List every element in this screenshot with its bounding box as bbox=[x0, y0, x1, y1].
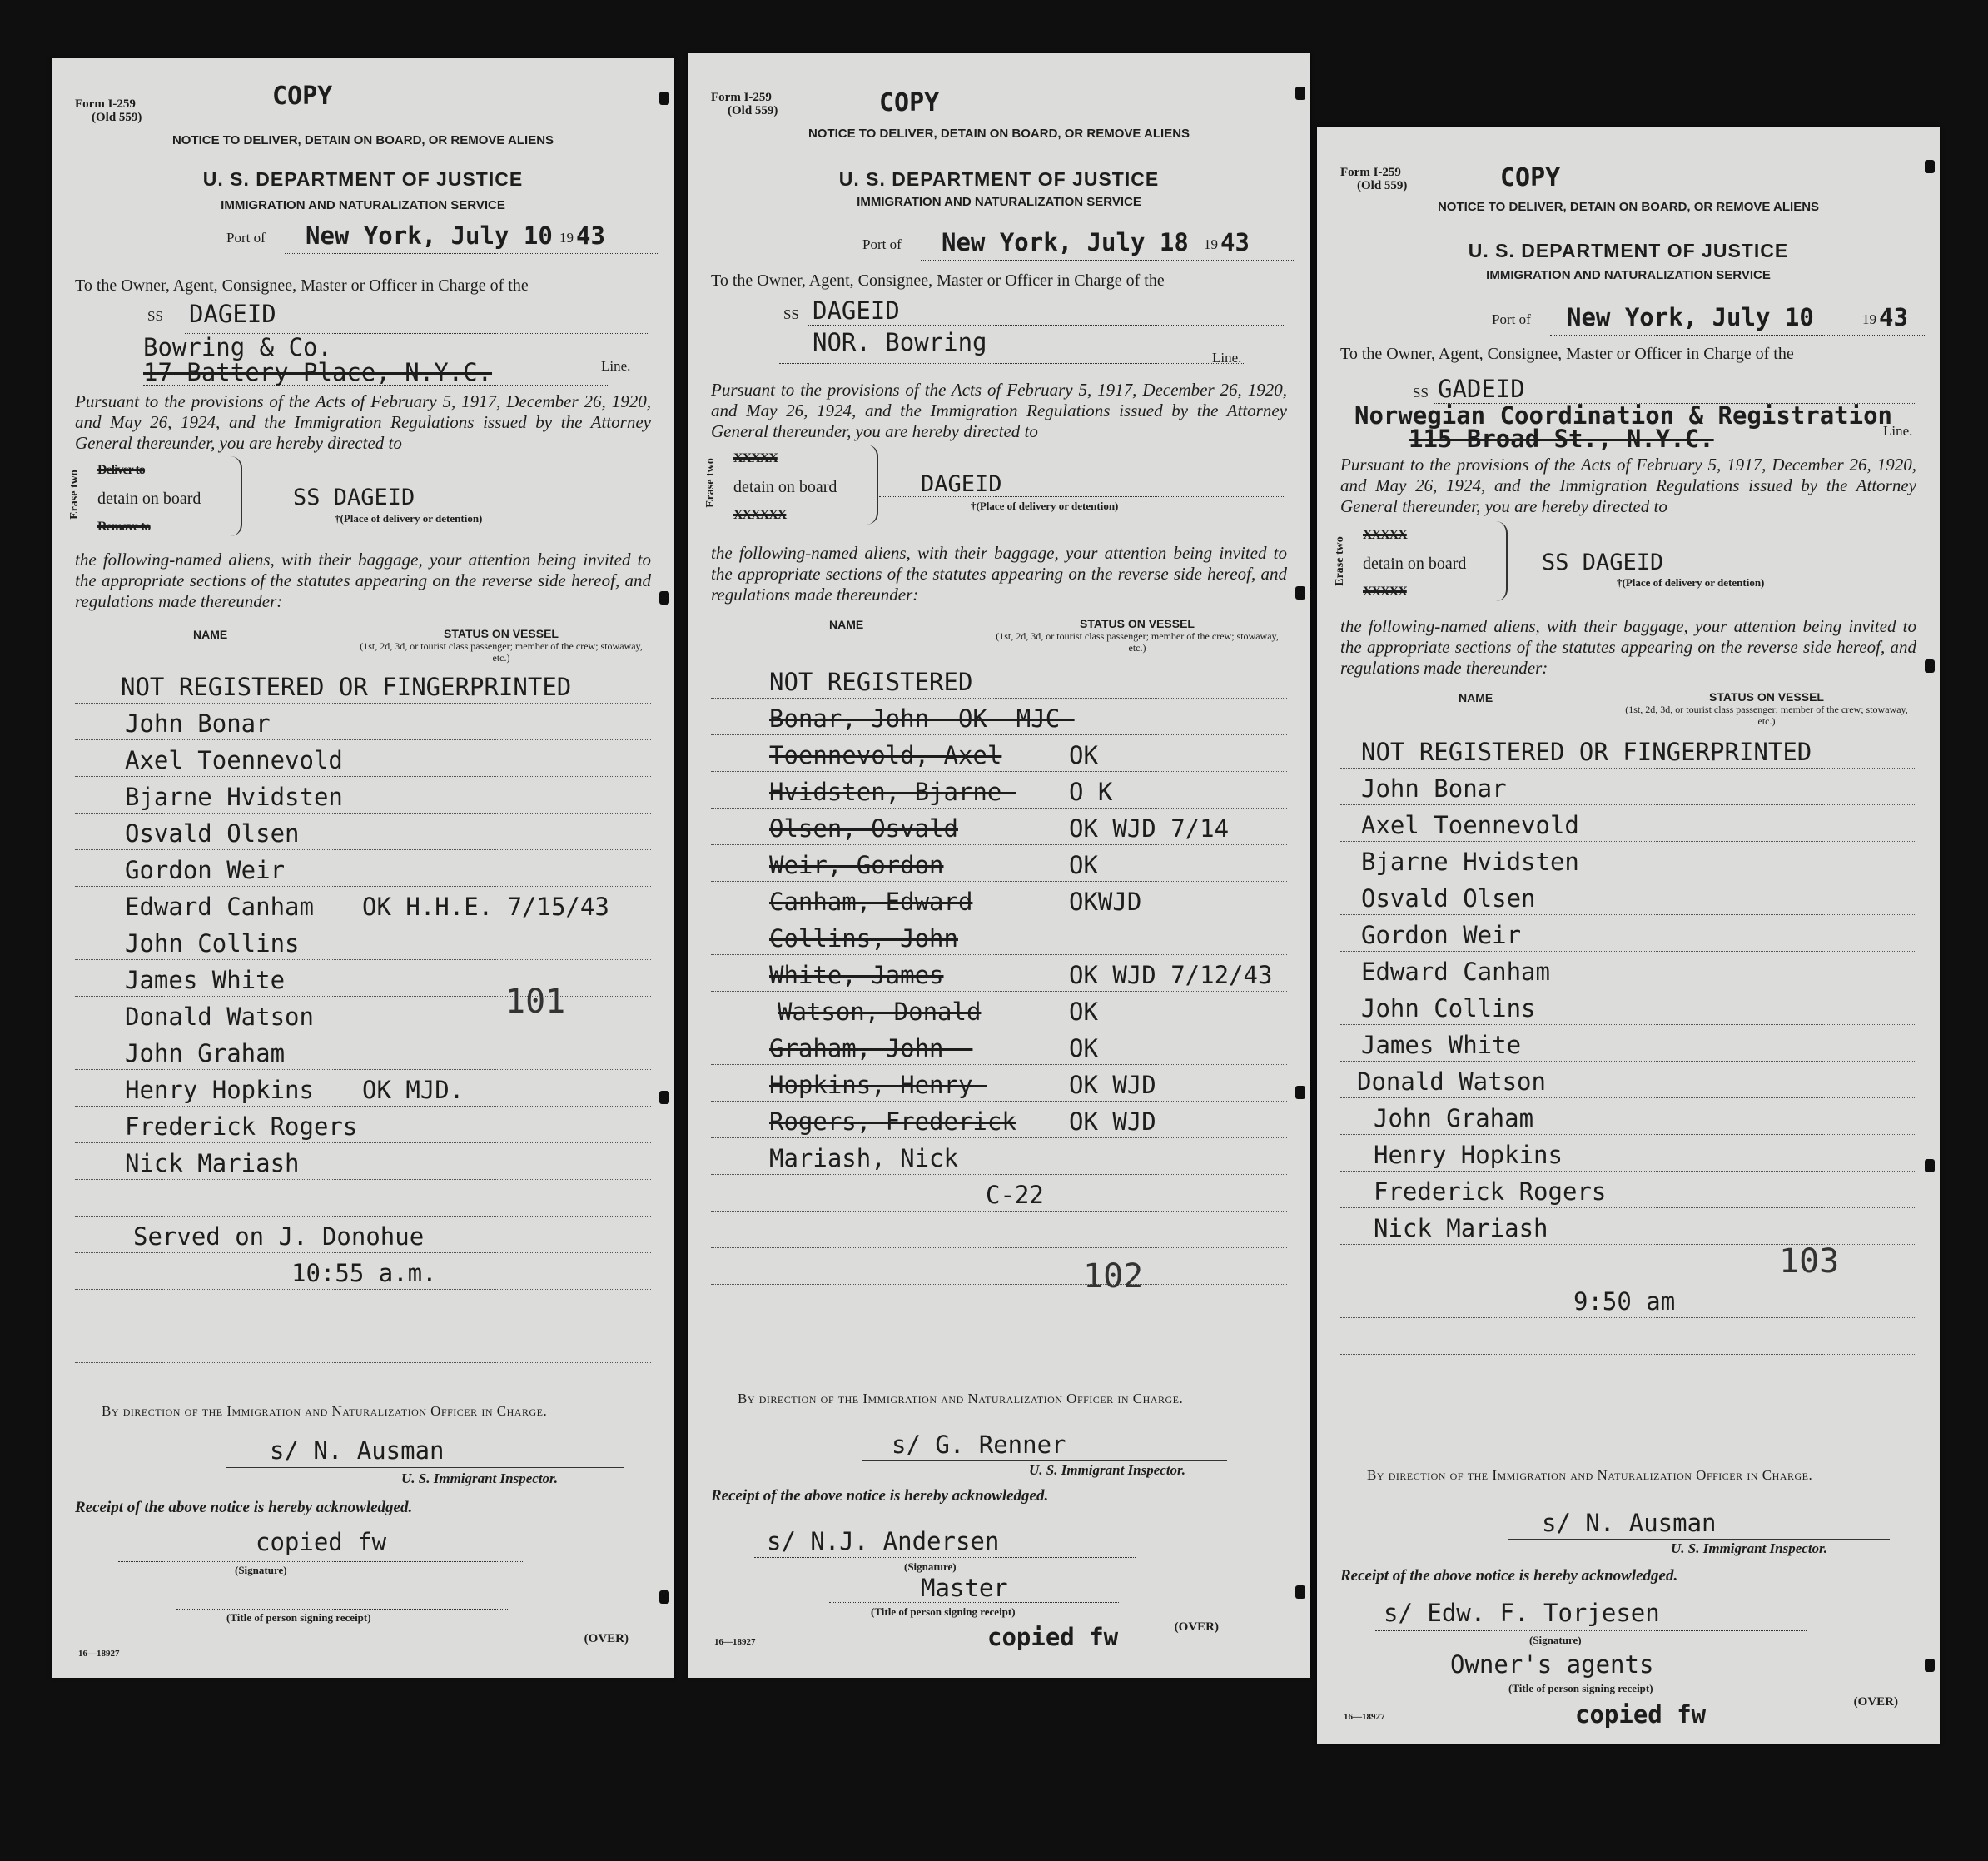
list-item bbox=[75, 1179, 651, 1217]
col-name-header: NAME bbox=[193, 628, 228, 641]
inspector-title: U. S. Immigrant Inspector. bbox=[1671, 1540, 1827, 1556]
brace bbox=[867, 445, 878, 525]
list-item: Bonar, John -OK -MJC- bbox=[711, 698, 1287, 735]
list-item: Collins, John bbox=[711, 918, 1287, 955]
service-title: IMMIGRATION AND NATURALIZATION SERVICE bbox=[221, 198, 505, 212]
col-status-header: STATUS ON VESSEL (1st, 2d, 3d, or tourist class passenger; member of the crew; stowaway, etc.) bbox=[360, 627, 643, 664]
pursuant-text: Pursuant to the provisions of the Acts of February 5, 1917, December 26, 1920, and May 26, 1924, and the Immigration Regulations issued by the Attorney General thereunder, you are hereby directed to bbox=[75, 391, 651, 453]
list-header-row: NOT REGISTERED OR FINGERPRINTED bbox=[1340, 731, 1916, 769]
detain-option: detain on board bbox=[97, 490, 201, 508]
receipt-text: Receipt of the above notice is hereby acknowledged. bbox=[1340, 1567, 1678, 1585]
title-caption: (Title of person signing receipt) bbox=[226, 1611, 371, 1624]
detain-option: detain on board bbox=[733, 478, 837, 496]
following-text: the following-named aliens, with their baggage, your attention being invited to the appropriate sections of the statutes appearing on the reverse side hereof, and regulations made thereunder: bbox=[1340, 616, 1916, 678]
receipt-text: Receipt of the above notice is hereby acknowledged. bbox=[75, 1499, 413, 1516]
ss-label: SS bbox=[783, 306, 799, 322]
list-item: John Collins bbox=[1340, 988, 1916, 1025]
stamp-number: 101 bbox=[505, 983, 566, 1021]
list-item: Axel Toennevold bbox=[1340, 804, 1916, 842]
title-caption: (Title of person signing receipt) bbox=[871, 1605, 1016, 1618]
list-item: Rogers, Frederick OK WJD bbox=[711, 1101, 1287, 1138]
list-item: Donald Watson bbox=[75, 996, 651, 1033]
year: 43 bbox=[576, 221, 605, 250]
list-item: Edward Canham OK H.H.E. 7/15/43 bbox=[75, 886, 651, 923]
over-label: (OVER) bbox=[584, 1632, 629, 1645]
list-item: Osvald Olsen bbox=[75, 813, 651, 850]
footer-note: copied fw bbox=[987, 1623, 1119, 1651]
list-item: Henry Hopkins bbox=[1340, 1134, 1916, 1172]
service-title: IMMIGRATION AND NATURALIZATION SERVICE bbox=[857, 195, 1141, 209]
owner-line-1: Bowring & Co. bbox=[143, 333, 332, 361]
list-item: Canham, Edward OKWJD bbox=[711, 881, 1287, 918]
stamp-number: 103 bbox=[1779, 1242, 1840, 1281]
list-item: Henry Hopkins OK MJD. bbox=[75, 1069, 651, 1107]
directive-options bbox=[97, 456, 201, 541]
form-3 bbox=[1317, 127, 1940, 1744]
place-caption: †(Place of delivery or detention) bbox=[971, 500, 1119, 512]
list-item: John Bonar bbox=[75, 703, 651, 740]
col-status-header: STATUS ON VESSEL (1st, 2d, 3d, or tourist class passenger; member of the crew; stowaway, etc.) bbox=[996, 617, 1279, 654]
col-name-header: NAME bbox=[1459, 691, 1493, 704]
to-owner-text: To the Owner, Agent, Consignee, Master or Officer in Charge of the bbox=[1340, 345, 1794, 363]
line-label: Line. bbox=[1883, 423, 1913, 439]
list-item: Axel Toennevold bbox=[75, 739, 651, 777]
notice-title: NOTICE TO DELIVER, DETAIN ON BOARD, OR REMOVE ALIENS bbox=[808, 127, 1190, 141]
ship-name: DAGEID bbox=[813, 296, 900, 325]
inspector-signature: s/ N. Ausman bbox=[1542, 1509, 1717, 1537]
brace bbox=[1496, 521, 1508, 601]
year-prefix: 19 bbox=[1204, 236, 1218, 252]
list-item: Frederick Rogers bbox=[75, 1106, 651, 1143]
over-label: (OVER) bbox=[1174, 1620, 1219, 1634]
owner-line-2: 115 Broad St., N.Y.C. bbox=[1409, 425, 1714, 453]
place-of-detention: SS DAGEID bbox=[293, 485, 415, 510]
owner-line-1: NOR. Bowring bbox=[813, 328, 987, 356]
served-row: Served on J. Donohue bbox=[75, 1216, 651, 1253]
directive-options bbox=[1363, 521, 1466, 606]
department-title: U. S. DEPARTMENT OF JUSTICE bbox=[1468, 240, 1789, 261]
place-of-detention: SS DAGEID bbox=[1542, 550, 1664, 575]
place-caption: †(Place of delivery or detention) bbox=[1617, 576, 1765, 589]
receipt-signature: copied fw bbox=[256, 1528, 387, 1556]
erase-two-label: Erase two bbox=[703, 458, 717, 508]
port-value: New York, July 18 bbox=[942, 228, 1189, 256]
receipt-text: Receipt of the above notice is hereby acknowledged. bbox=[711, 1487, 1049, 1505]
ss-label: SS bbox=[1413, 385, 1429, 401]
following-text: the following-named aliens, with their baggage, your attention being invited to the appropriate sections of the statutes appearing on the reverse side hereof, and regulations made thereunder: bbox=[711, 543, 1287, 605]
port-line bbox=[862, 228, 1295, 256]
list-item: Frederick Rogers bbox=[1340, 1171, 1916, 1208]
signature-caption: (Signature) bbox=[1529, 1634, 1582, 1646]
to-owner-text: To the Owner, Agent, Consignee, Master or Officer in Charge of the bbox=[711, 271, 1165, 290]
pursuant-text: Pursuant to the provisions of the Acts of February 5, 1917, December 26, 1920, and May 26, 1924, and the Immigration Regulations issued by the Attorney General thereunder, you are hereby directed to bbox=[1340, 455, 1916, 516]
list-item: Hopkins, Henry- OK WJD bbox=[711, 1064, 1287, 1102]
list-item: Graham, John - OK bbox=[711, 1028, 1287, 1065]
list-header-row: NOT REGISTERED OR FINGERPRINTED bbox=[75, 666, 651, 704]
form-number: Form I-259 (Old 559) bbox=[1340, 166, 1408, 192]
list-item: John Bonar bbox=[1340, 768, 1916, 805]
owner-line-2: 17 Battery Place, N.Y.C. bbox=[143, 358, 493, 386]
port-label: Port of bbox=[862, 236, 902, 252]
list-item: Gordon Weir bbox=[75, 849, 651, 887]
inspector-signature: s/ N. Ausman bbox=[270, 1436, 445, 1465]
place-caption: †(Place of delivery or detention) bbox=[335, 512, 483, 525]
list-header-row: NOT REGISTERED bbox=[711, 661, 1287, 699]
remove-option-struck: Remove to bbox=[97, 520, 151, 534]
to-owner-text: To the Owner, Agent, Consignee, Master or Officer in Charge of the bbox=[75, 276, 529, 295]
receipt-signature: s/ Edw. F. Torjesen bbox=[1384, 1599, 1660, 1627]
port-label: Port of bbox=[1492, 311, 1531, 327]
line-label: Line. bbox=[1212, 350, 1242, 366]
notice-title: NOTICE TO DELIVER, DETAIN ON BOARD, OR REMOVE ALIENS bbox=[1437, 200, 1820, 214]
place-of-detention: DAGEID bbox=[921, 471, 1002, 497]
port-value: New York, July 10 bbox=[306, 221, 553, 250]
port-label: Port of bbox=[226, 230, 266, 246]
year-prefix: 19 bbox=[559, 230, 574, 246]
inspector-signature: s/ G. Renner bbox=[892, 1431, 1066, 1459]
list-item: Bjarne Hvidsten bbox=[75, 776, 651, 814]
ship-name: GADEID bbox=[1438, 375, 1525, 403]
col-status-header: STATUS ON VESSEL (1st, 2d, 3d, or tourist class passenger; member of the crew; stowaway, etc.) bbox=[1625, 690, 1908, 727]
served-time-row: 10:55 a.m. bbox=[75, 1252, 651, 1290]
by-direction-text: By direction of the Immigration and Naturalization Officer in Charge. bbox=[738, 1391, 1184, 1406]
print-code: 16—18927 bbox=[1344, 1712, 1385, 1722]
list-item: Mariash, Nick bbox=[711, 1137, 1287, 1175]
service-title: IMMIGRATION AND NATURALIZATION SERVICE bbox=[1486, 268, 1771, 282]
brace bbox=[231, 456, 242, 536]
receipt-signature: s/ N.J. Andersen bbox=[767, 1527, 1000, 1555]
punch-holes bbox=[1918, 160, 1935, 1717]
list-item: John Graham bbox=[75, 1033, 651, 1070]
department-title: U. S. DEPARTMENT OF JUSTICE bbox=[202, 168, 524, 190]
over-label: (OVER) bbox=[1853, 1695, 1898, 1709]
directive-options bbox=[733, 445, 837, 530]
ship-name: DAGEID bbox=[189, 300, 276, 328]
remove-option-struck: XXXXXX bbox=[733, 508, 787, 522]
deliver-option-struck: XXXXX bbox=[733, 451, 778, 465]
year: 43 bbox=[1879, 303, 1908, 331]
list-item: Osvald Olsen bbox=[1340, 878, 1916, 915]
footer-note: copied fw bbox=[1575, 1700, 1707, 1729]
erase-two-label: Erase two bbox=[67, 470, 81, 520]
erase-two-label: Erase two bbox=[1333, 536, 1346, 586]
form-number: Form I-259 (Old 559) bbox=[75, 97, 142, 124]
print-code: 16—18927 bbox=[714, 1637, 756, 1647]
year-prefix: 19 bbox=[1862, 311, 1876, 327]
form-1 bbox=[52, 58, 674, 1678]
extra-row: C-22 bbox=[711, 1174, 1287, 1212]
receipt-title: Owner's agents bbox=[1450, 1650, 1654, 1679]
list-item: Gordon Weir bbox=[1340, 914, 1916, 952]
punch-holes bbox=[1289, 87, 1305, 1644]
list-item: Edward Canham bbox=[1340, 951, 1916, 988]
pursuant-text: Pursuant to the provisions of the Acts of February 5, 1917, December 26, 1920, and May 26, 1924, and the Immigration Regulations issued by the Attorney General thereunder, you are hereby directed to bbox=[711, 380, 1287, 441]
form-2 bbox=[688, 53, 1310, 1678]
list-item: Nick Mariash bbox=[75, 1142, 651, 1180]
list-item: Weir, Gordon OK bbox=[711, 844, 1287, 882]
col-name-header: NAME bbox=[829, 618, 864, 631]
port-value: New York, July 10 bbox=[1567, 303, 1814, 331]
list-item: Toennevold, Axel OK bbox=[711, 734, 1287, 772]
receipt-title: Master bbox=[921, 1574, 1008, 1602]
print-code: 16—18927 bbox=[78, 1649, 120, 1659]
inspector-title: U. S. Immigrant Inspector. bbox=[1029, 1462, 1185, 1478]
list-item: James White bbox=[1340, 1024, 1916, 1062]
copy-stamp: COPY bbox=[879, 88, 940, 117]
list-item: Nick Mariash bbox=[1340, 1207, 1916, 1245]
copy-stamp: COPY bbox=[1500, 163, 1561, 192]
following-text: the following-named aliens, with their baggage, your attention being invited to the appropriate sections of the statutes appearing on the reverse side hereof, and regulations made thereunder: bbox=[75, 550, 651, 611]
notice-title: NOTICE TO DELIVER, DETAIN ON BOARD, OR REMOVE ALIENS bbox=[171, 133, 554, 147]
list-item: Olsen, Osvald OK WJD 7/14 bbox=[711, 808, 1287, 845]
list-item: John Collins bbox=[75, 923, 651, 960]
list-item: Bjarne Hvidsten bbox=[1340, 841, 1916, 878]
list-item: Donald Watson bbox=[1340, 1061, 1916, 1098]
form-number: Form I-259 (Old 559) bbox=[711, 91, 778, 117]
port-line bbox=[1492, 303, 1925, 331]
signature-caption: (Signature) bbox=[904, 1560, 957, 1573]
line-label: Line. bbox=[601, 358, 631, 374]
port-line bbox=[226, 221, 659, 250]
detain-option: detain on board bbox=[1363, 555, 1467, 573]
list-item: Watson, Donald OK bbox=[711, 991, 1287, 1028]
remove-option-struck: XXXXX bbox=[1363, 585, 1407, 599]
signature-caption: (Signature) bbox=[235, 1564, 287, 1576]
list-item: White, James OK WJD 7/12/43 bbox=[711, 954, 1287, 992]
year: 43 bbox=[1220, 228, 1250, 256]
by-direction-text: By direction of the Immigration and Naturalization Officer in Charge. bbox=[102, 1403, 548, 1419]
list-item: Hvidsten, Bjarne- O K bbox=[711, 771, 1287, 809]
time-row: 9:50 am bbox=[1340, 1281, 1916, 1318]
department-title: U. S. DEPARTMENT OF JUSTICE bbox=[838, 168, 1160, 190]
inspector-title: U. S. Immigrant Inspector. bbox=[401, 1470, 558, 1486]
ss-label: SS bbox=[147, 308, 163, 324]
list-item: John Graham bbox=[1340, 1097, 1916, 1135]
list-item: James White bbox=[75, 959, 651, 997]
copy-stamp: COPY bbox=[272, 82, 333, 111]
punch-holes bbox=[653, 92, 669, 1649]
title-caption: (Title of person signing receipt) bbox=[1508, 1682, 1653, 1694]
stamp-number: 102 bbox=[1083, 1257, 1144, 1296]
deliver-option-struck: XXXXX bbox=[1363, 528, 1407, 542]
by-direction-text: By direction of the Immigration and Naturalization Officer in Charge. bbox=[1367, 1467, 1813, 1483]
owner-line-1: Norwegian Coordination & Registration bbox=[1354, 401, 1893, 430]
deliver-option-struck: Deliver to bbox=[97, 463, 145, 477]
